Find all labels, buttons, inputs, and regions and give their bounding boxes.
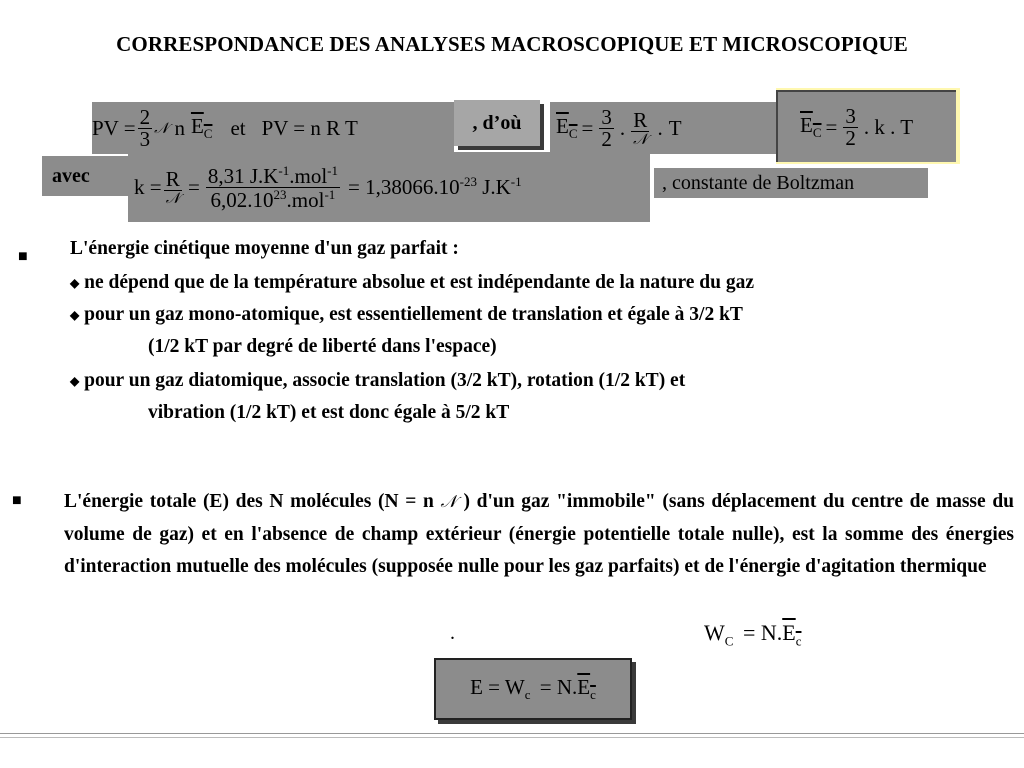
avec-text: avec bbox=[52, 164, 90, 187]
ec-symbol-2: $E_C$ bbox=[556, 113, 578, 142]
bottom-divider bbox=[0, 733, 1024, 734]
equals: = bbox=[825, 114, 838, 139]
et-word: et bbox=[230, 115, 246, 140]
n-letter: n bbox=[174, 115, 185, 140]
fraction-r-n bbox=[631, 107, 649, 148]
avec-box bbox=[42, 156, 128, 196]
frac-den: 2 bbox=[601, 126, 612, 151]
equals: = bbox=[187, 174, 200, 199]
k-denominator: 6,02.10$^{23}$.mol$^{-1}$ bbox=[210, 186, 336, 212]
fraction-3-2 bbox=[599, 104, 614, 151]
section1-bullet: ■ bbox=[18, 248, 28, 265]
frac-num: R bbox=[165, 166, 180, 191]
fraction-2-3 bbox=[138, 104, 153, 151]
section2-bullet: ■ bbox=[12, 492, 22, 509]
section1-item-2-cont: (1/2 kT par degré de liberté dans l'espace) bbox=[148, 336, 497, 357]
section1-item-3-cont: vibration (1/2 kT) et est donc égale à 5/2 kT bbox=[148, 402, 510, 423]
boltzman-text: , constante de Boltzman bbox=[662, 171, 855, 194]
diamond-icon: ◆ bbox=[70, 374, 80, 389]
final-formula: $E = W_c = N.E_c$ bbox=[470, 674, 596, 703]
section2-paragraph: L'énergie totale (E) des N molécules (N = n 𝒩 ) d'un gaz "immobile" (sans déplacement du centre de masse du volume de gaz) et en l'absence de champ extérieur (énergie potentielle totale nulle), est la somme des énergies d'interaction mutuelle des molécules (supposée nulle pour les gaz parfaits) et de l'énergie d'agitation thermique bbox=[64, 491, 1015, 577]
formula-wc: $W_C = N.E_c$ bbox=[704, 620, 802, 649]
fraction-r-n-2 bbox=[164, 166, 182, 207]
frac-num: 3 bbox=[601, 104, 612, 129]
section1-heading: L'énergie cinétique moyenne d'un gaz parfait : bbox=[70, 238, 459, 259]
boltzman-box bbox=[652, 168, 928, 198]
diamond-icon: ◆ bbox=[70, 308, 80, 323]
k-value: = $1,38066.10^{-23}$ $J.K^{-1}$ bbox=[348, 174, 522, 199]
page-title: CORRESPONDANCE DES ANALYSES MACROSCOPIQUE ET MICROSCOPIQUE bbox=[116, 32, 908, 56]
frac-den: 𝒩 bbox=[165, 188, 180, 207]
frac-num: 3 bbox=[845, 103, 856, 128]
section1-item-2: ◆ pour un gaz mono-atomique, est essentiellement de translation et égale à 3/2 kT bbox=[70, 304, 743, 325]
ec-symbol: $E_C$ bbox=[190, 113, 213, 142]
formula-pv bbox=[92, 102, 454, 154]
dou-box bbox=[454, 100, 540, 146]
section1-item-3: ◆ pour un gaz diatomique, associe translation (3/2 kT), rotation (1/2 kT) et bbox=[70, 370, 686, 391]
bottom-divider-2 bbox=[0, 737, 1024, 738]
k-t: . k . T bbox=[863, 114, 914, 139]
t-letter: T bbox=[668, 115, 682, 140]
k-lhs: k = bbox=[134, 174, 162, 199]
fraction-3-2-b bbox=[843, 103, 858, 150]
frac-num: R bbox=[633, 107, 648, 132]
avogadro-symbol: 𝒩 bbox=[154, 119, 169, 137]
ec-symbol-3: $E_C$ bbox=[800, 112, 822, 141]
equals: = bbox=[581, 115, 594, 140]
fraction-k-value bbox=[206, 164, 340, 211]
frac-den: 2 bbox=[845, 125, 856, 150]
period-mark: . bbox=[450, 622, 455, 644]
dot: . bbox=[657, 115, 663, 140]
formula-ec bbox=[550, 102, 776, 154]
frac-den: 3 bbox=[139, 126, 151, 151]
final-formula-box bbox=[434, 658, 632, 720]
formula-k bbox=[128, 152, 650, 222]
pv-nrt: PV = n R T bbox=[261, 115, 358, 140]
k-numerator: 8,31 $J.K^{-1}.mol^{-1}$ bbox=[207, 162, 339, 188]
dot: . bbox=[619, 115, 626, 140]
dou-text: , d’où bbox=[472, 111, 522, 134]
pv-lhs: PV = bbox=[92, 115, 136, 140]
section1-item-1: ◆ ne dépend que de la température absolue et est indépendante de la nature du gaz bbox=[70, 272, 754, 293]
diamond-icon: ◆ bbox=[70, 276, 80, 291]
result-box bbox=[776, 88, 960, 164]
frac-den: 𝒩 bbox=[633, 129, 648, 148]
frac-num: 2 bbox=[139, 104, 151, 129]
ec-symbol-4: $E_c$ bbox=[782, 620, 802, 649]
avogadro-symbol: 𝒩 bbox=[440, 492, 457, 512]
